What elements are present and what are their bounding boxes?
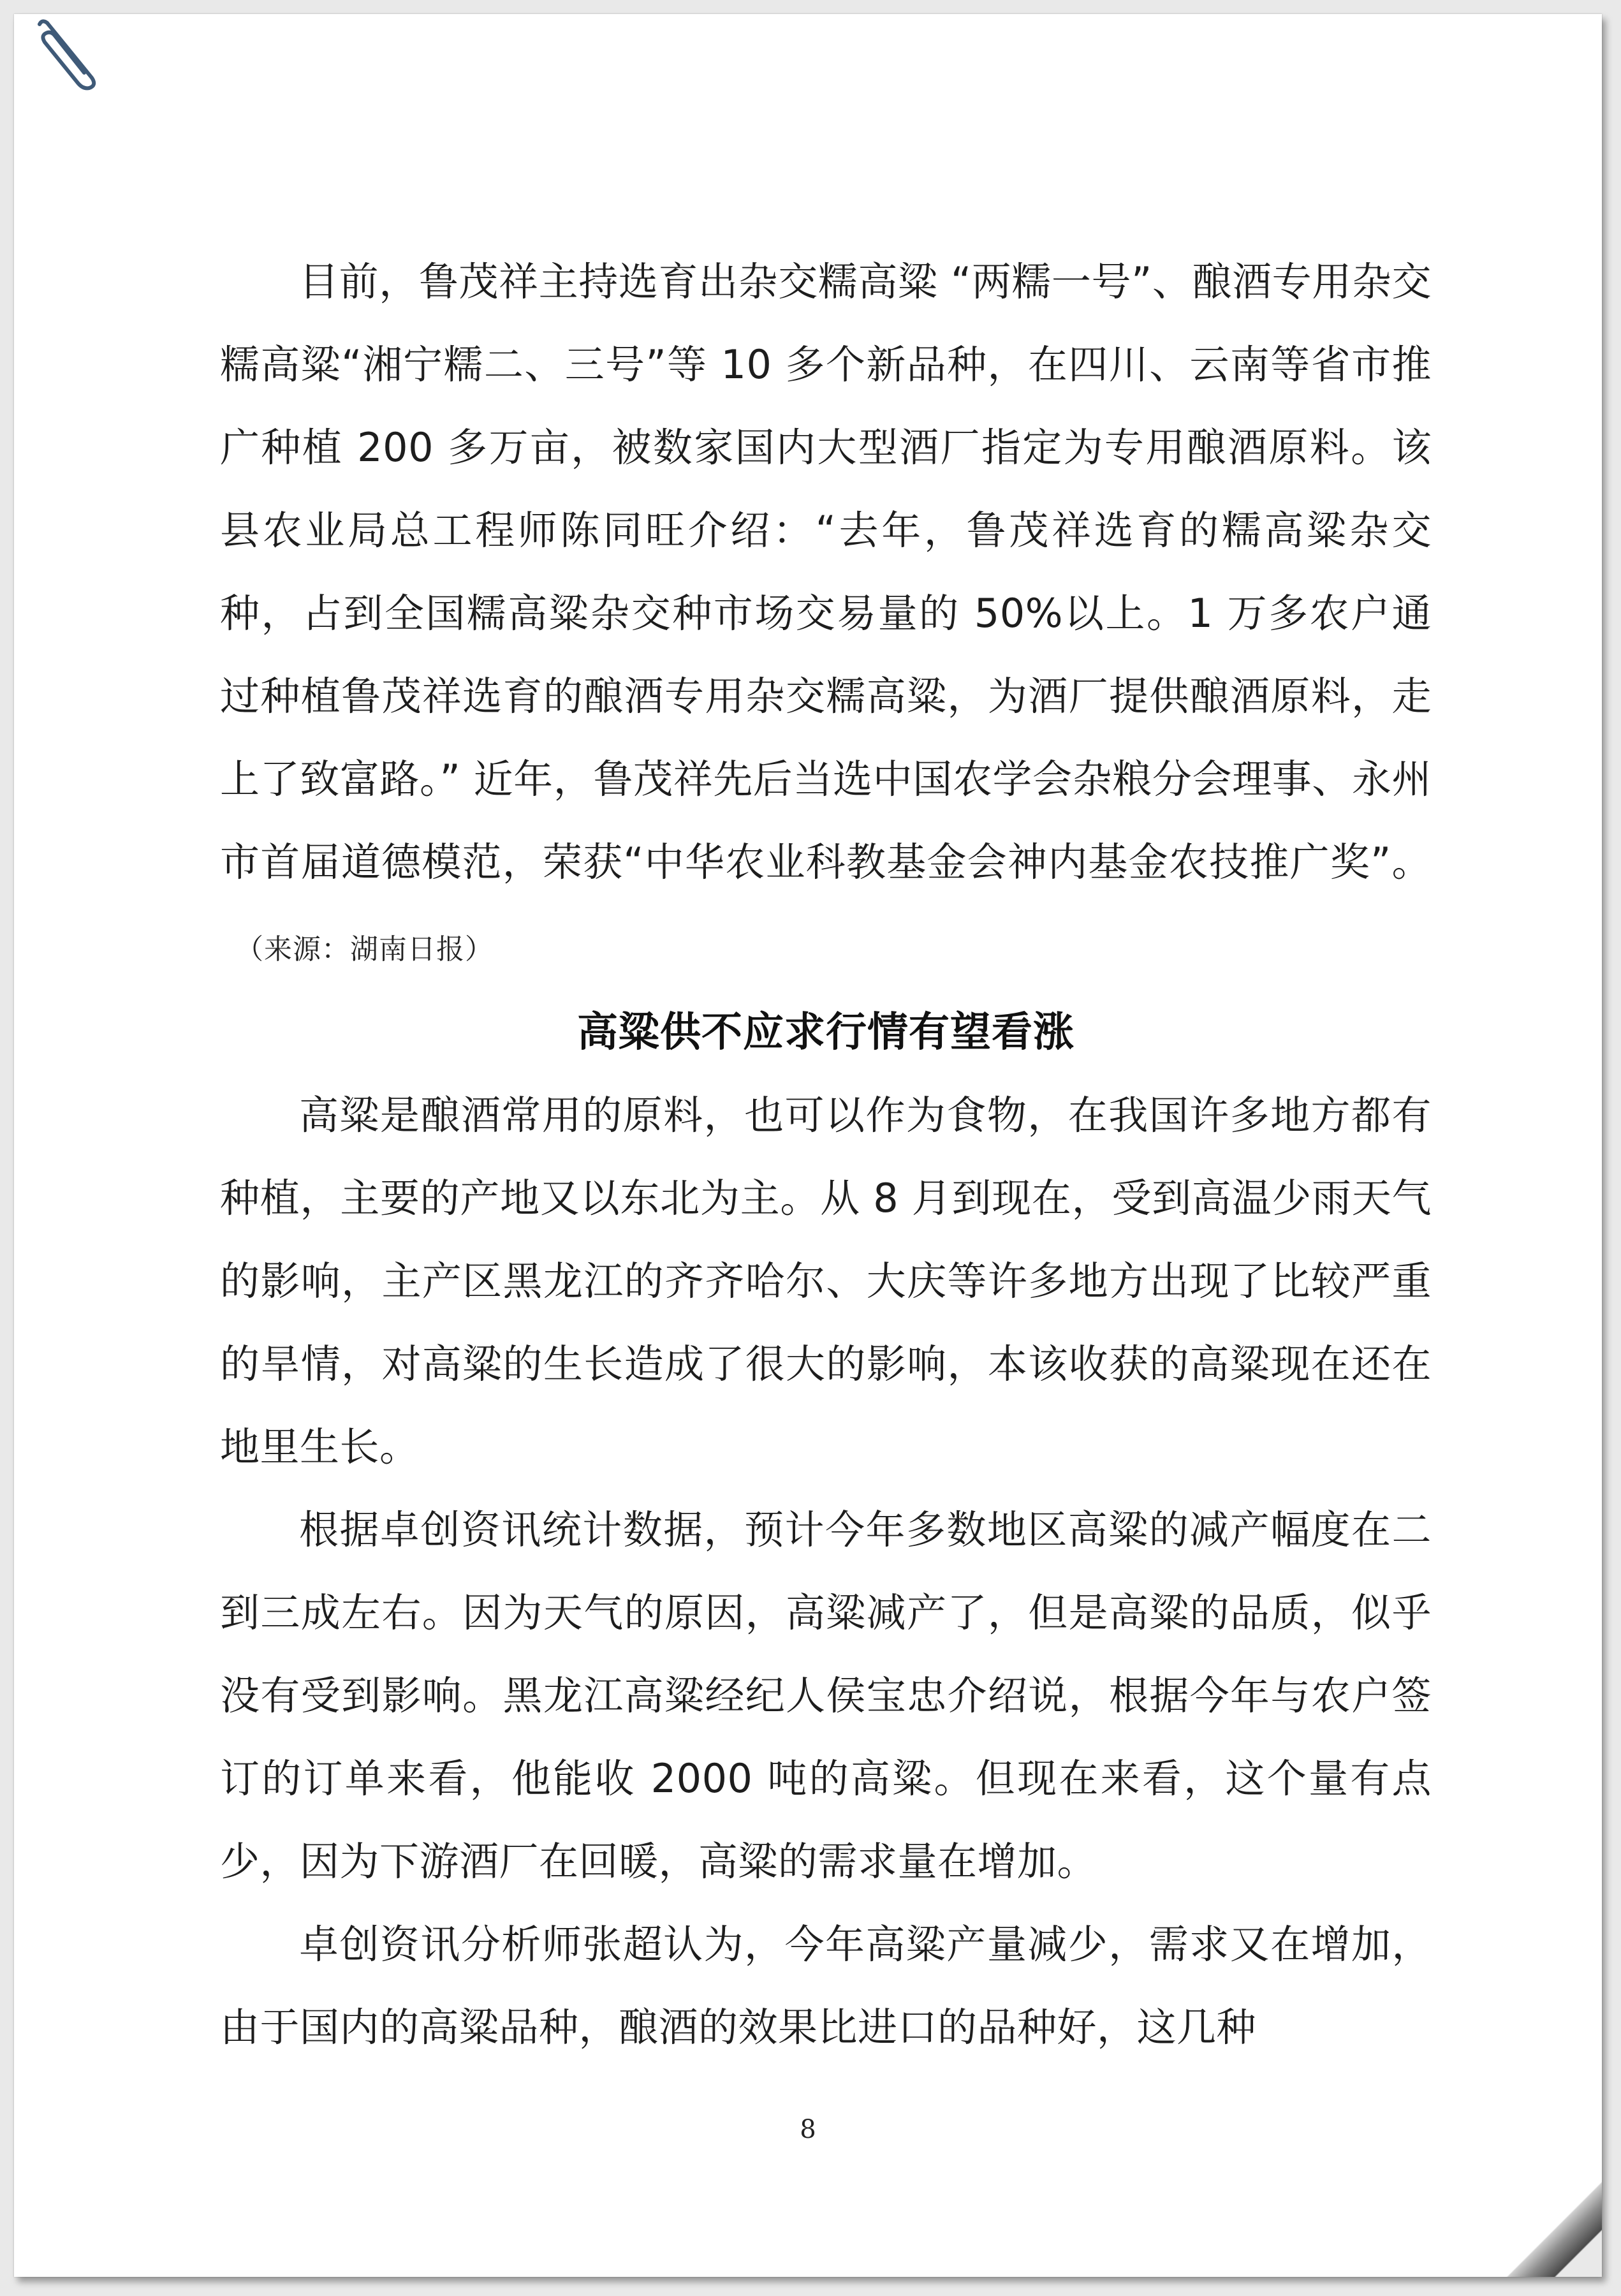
section-heading: 高粱供不应求行情有望看涨	[577, 1009, 1075, 1056]
body-paragraph-1: 高粱是酿酒常用的原料，也可以作为食物，在我国许多地方都有种植，主要的产地又以东北为主。从 8 月到现在，受到高温少雨天气的影响，主产区黑龙江的齐齐哈尔、大庆等许多地方出现了比较严重的旱情，对高粱的生长造成了很大的影响，本该收获的高粱现在还在地里生长。	[220, 1092, 1432, 1470]
intro-paragraph-text: 目前，鲁茂祥主持选育出杂交糯高粱 “两糯一号”、酿酒专用杂交糯高粱“湘宁糯二、三号”等 10 多个新品种，在四川、云南等省市推广种植 200 多万亩，被数家国内大型酒厂指定为专用酿酒原料。该县农业局总工程师陈同旺介绍：“去年，鲁茂祥选育的糯高粱杂交种，占到全国糯高粱杂交种市场交易量的 50%以上。1 万多农户通过种植鲁茂祥选育的酿酒专用杂交糯高粱，为酒厂提供酿酒原料，走上了致富路。” 近年，鲁茂祥先后当选中国农学会杂粮分会理事、永州市首届道德模范，荣获“中华农业科教基金会神内基金农技推广奖”。	[220, 258, 1432, 885]
source-note: （来源：湖南日报）	[235, 933, 494, 966]
page-content	[220, 240, 1432, 2069]
body-paragraph-2: 根据卓创资讯统计数据，预计今年多数地区高粱的减产幅度在二到三成左右。因为天气的原因，高粱减产了，但是高粱的品质，似乎没有受到影响。黑龙江高粱经纪人侯宝忠介绍说，根据今年与农户签订的订单来看，他能收 2000 吨的高粱。但现在来看，这个量有点少，因为下游酒厂在回暖，高粱的需求量在增加。	[220, 1506, 1432, 1885]
intro-paragraph	[220, 240, 1432, 991]
paperclip-icon	[33, 17, 103, 93]
page-curl	[1506, 2181, 1602, 2277]
body-paragraph-3: 卓创资讯分析师张超认为，今年高粱产量减少，需求又在增加，由于国内的高粱品种，酿酒的效果比进口的品种好，这几种	[220, 1921, 1432, 2050]
page-number: 8	[800, 2115, 816, 2144]
document-page	[14, 14, 1602, 2277]
